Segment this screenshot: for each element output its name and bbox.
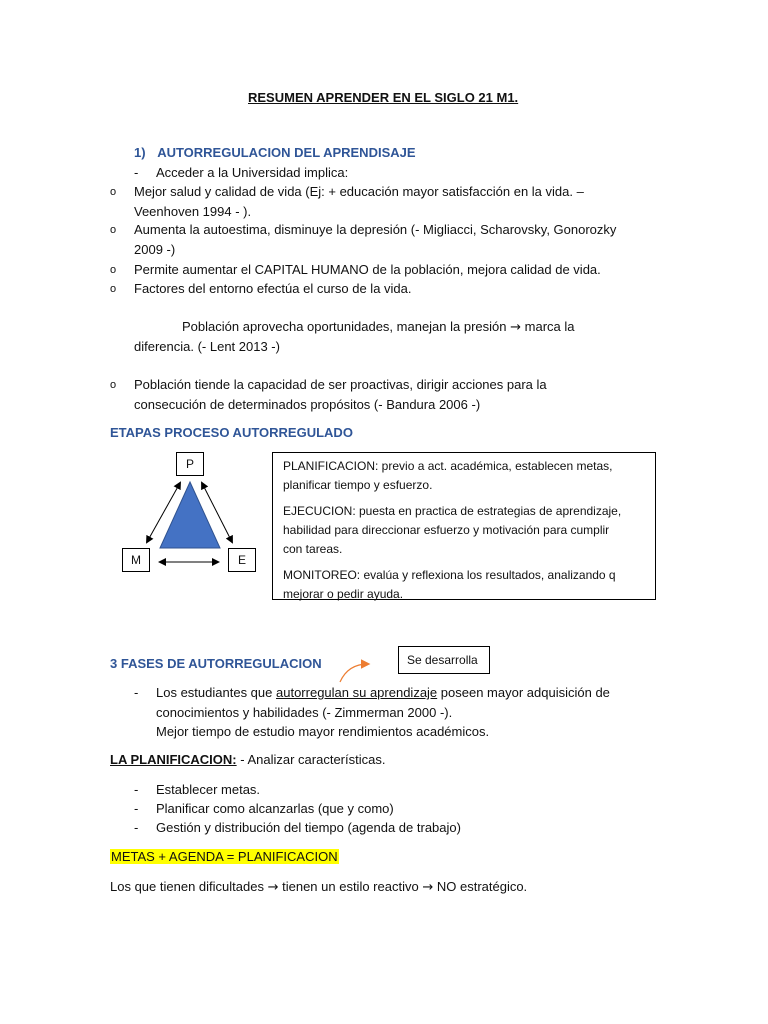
- section1-title: AUTORREGULACION DEL APRENDISAJE: [157, 145, 416, 160]
- arrow-right-icon: →: [510, 320, 522, 335]
- curved-arrow-icon: [334, 658, 396, 686]
- circle-bullet-icon: o: [110, 224, 117, 236]
- list-item: Mejor salud y calidad de vida (Ej: + educación mayor satisfacción en la vida. –: [134, 184, 584, 199]
- planificacion-label: LA PLANIFICACION:: [110, 752, 237, 767]
- dash-item: -: [134, 801, 139, 816]
- dash-item: -: [134, 685, 139, 700]
- section1-heading: [134, 145, 416, 160]
- list-item: Población tiende la capacidad de ser proactivas, dirigir acciones para la: [134, 377, 547, 392]
- underlined-text: autorregulan su aprendizaje: [276, 685, 438, 700]
- def-line: MONITOREO: evalúa y reflexiona los resultados, analizando q: [283, 568, 616, 582]
- planificacion-text: - Analizar características.: [236, 752, 386, 767]
- def-line: con tareas.: [283, 542, 343, 556]
- indent-paragraph-cont: diferencia. (- Lent 2013 -): [134, 339, 280, 354]
- arrow-right-icon: →: [267, 880, 279, 895]
- callout-box: Se desarrolla: [398, 646, 490, 674]
- triangle-shape: [160, 482, 220, 548]
- highlight-formula: METAS + AGENDA = PLANIFICACION: [111, 849, 338, 864]
- planificacion-line: [110, 752, 385, 767]
- def-line: planificar tiempo y esfuerzo.: [283, 478, 433, 492]
- text-post: poseen mayor adquisición de: [440, 685, 610, 700]
- diagram-node-e: E: [228, 548, 256, 572]
- dash-item-cont: conocimientos y habilidades (- Zimmerman 2000 -).: [156, 705, 453, 720]
- list-item: Factores del entorno efectúa el curso de la vida.: [134, 281, 412, 296]
- dash-item: -: [134, 165, 139, 180]
- list-item-cont: 2009 -): [134, 242, 176, 257]
- list-item-cont: consecución de determinados propósitos (- Bandura 2006 -): [134, 397, 481, 412]
- dash-item-text: Acceder a la Universidad implica:: [156, 165, 349, 180]
- dash-item-cont: Mejor tiempo de estudio mayor rendimientos académicos.: [156, 724, 490, 739]
- def-monitoreo: [283, 566, 655, 604]
- diagram-node-p: P: [176, 452, 204, 476]
- def-line: mejorar o pedir ayuda.: [283, 587, 404, 601]
- dash-item-text: Gestión y distribución del tiempo (agenda de trabajo): [156, 820, 461, 835]
- def-line: EJECUCION: puesta en practica de estrategias de aprendizaje,: [283, 504, 622, 518]
- list-item: Aumenta la autoestima, disminuye la depresión (- Migliacci, Scharovsky, Gonorozky: [134, 222, 617, 237]
- dash-item-text: Establecer metas.: [156, 782, 261, 797]
- section2-heading: ETAPAS PROCESO AUTORREGULADO: [110, 425, 353, 440]
- list-item: Permite aumentar el CAPITAL HUMANO de la población, mejora calidad de vida.: [134, 262, 601, 277]
- circle-bullet-icon: o: [110, 283, 117, 295]
- list-item-cont: Veenhoven 1994 - ).: [134, 204, 252, 219]
- circle-bullet-icon: o: [110, 379, 117, 391]
- arrow-right-icon: →: [422, 880, 434, 895]
- circle-bullet-icon: o: [110, 264, 117, 276]
- def-planificacion: [283, 457, 655, 495]
- final-text-b: tienen un estilo reactivo: [282, 879, 419, 894]
- final-text-c: NO estratégico.: [436, 879, 528, 894]
- indent-paragraph: [182, 319, 575, 335]
- def-line: PLANIFICACION: previo a act. académica, establecen metas,: [283, 459, 613, 473]
- definitions-box: [272, 452, 656, 600]
- indent-text-b: marca la: [524, 319, 575, 334]
- final-text-a: Los que tienen dificultades: [110, 879, 264, 894]
- dash-item-text: [156, 685, 610, 700]
- page-title: RESUMEN APRENDER EN EL SIGLO 21 M1.: [248, 90, 519, 105]
- section1-number: 1): [134, 145, 146, 160]
- diagram-node-m: M: [122, 548, 150, 572]
- def-line: habilidad para direccionar esfuerzo y motivación para cumplir: [283, 523, 610, 537]
- indent-text: Población aprovecha oportunidades, manejan la presión: [182, 319, 507, 334]
- circle-bullet-icon: o: [110, 186, 117, 198]
- final-line: [110, 879, 527, 895]
- def-ejecucion: [283, 502, 655, 559]
- text-pre: Los estudiantes que: [156, 685, 273, 700]
- dash-item: -: [134, 782, 139, 797]
- dash-item-text: Planificar como alcanzarlas (que y como): [156, 801, 394, 816]
- dash-item: -: [134, 820, 139, 835]
- section3-heading: 3 FASES DE AUTORREGULACION: [110, 656, 322, 671]
